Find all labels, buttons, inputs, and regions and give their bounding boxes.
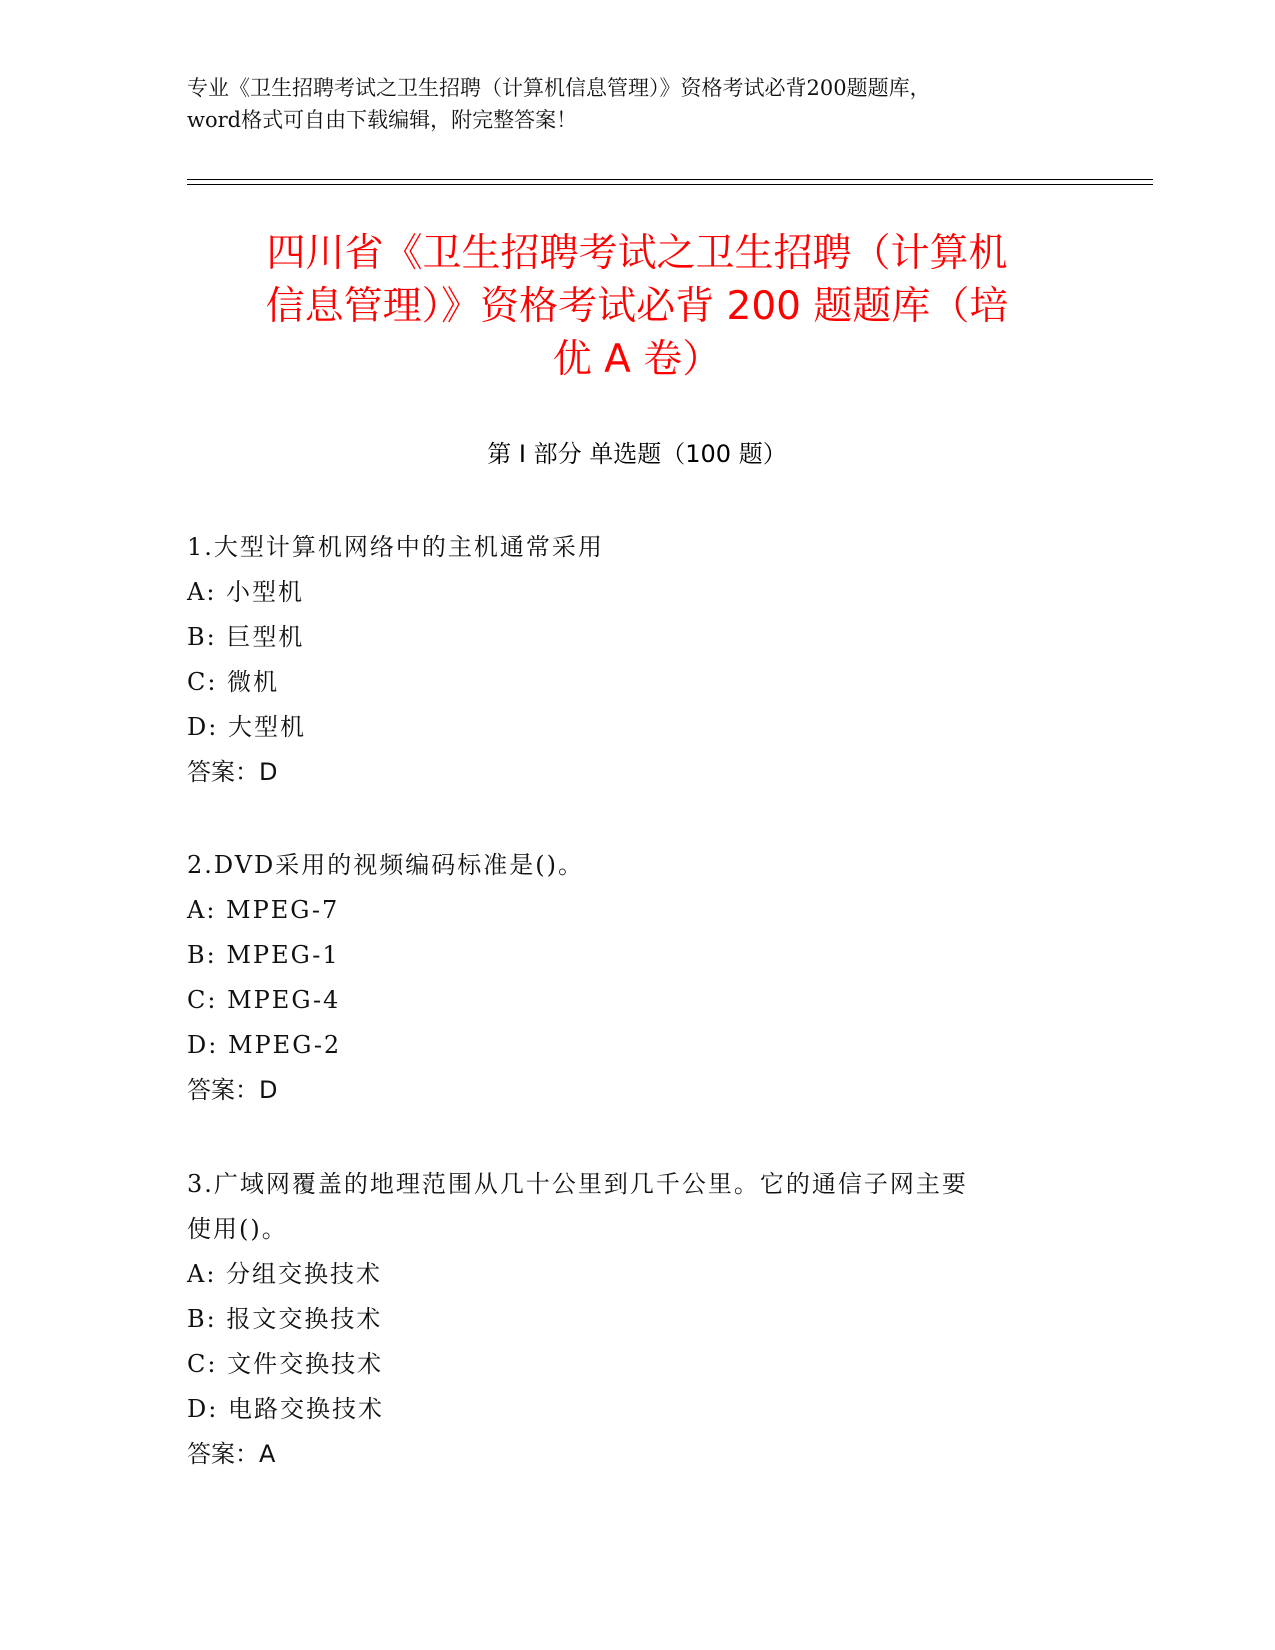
answer: 答案：D xyxy=(187,1076,278,1104)
option-c: C: MPEG-4 xyxy=(187,986,341,1014)
option-b: B: 报文交换技术 xyxy=(187,1305,383,1333)
document-header xyxy=(187,72,1087,136)
answer: 答案：D xyxy=(187,758,278,786)
answer: 答案：A xyxy=(187,1440,276,1468)
section-heading: 第 I 部分 单选题（100 题） xyxy=(487,440,787,468)
question-2 xyxy=(187,843,1087,1113)
option-b: B: MPEG-1 xyxy=(187,941,340,969)
title-line-1: 四川省《卫生招聘考试之卫生招聘（计算机 xyxy=(266,231,1008,276)
option-d: D: MPEG-2 xyxy=(187,1031,342,1059)
question-text-line-1: 3.广域网覆盖的地理范围从几十公里到几千公里。它的通信子网主要 xyxy=(187,1170,968,1198)
option-a: A: MPEG-7 xyxy=(187,896,340,924)
option-a: A: 小型机 xyxy=(187,578,305,606)
option-d: D: 大型机 xyxy=(187,713,306,741)
question-text: 1.大型计算机网络中的主机通常采用 xyxy=(187,533,604,561)
option-c: C: 微机 xyxy=(187,668,280,696)
header-divider-top xyxy=(187,179,1153,180)
document-title xyxy=(187,227,1087,386)
header-line-1: 专业《卫生招聘考试之卫生招聘（计算机信息管理）》资格考试必背200题题库， xyxy=(187,76,931,100)
question-1 xyxy=(187,525,1087,795)
question-text: 2.DVD采用的视频编码标准是()。 xyxy=(187,851,585,879)
option-b: B: 巨型机 xyxy=(187,623,305,651)
option-c: C: 文件交换技术 xyxy=(187,1350,384,1378)
question-text-line-2: 使用()。 xyxy=(187,1215,288,1243)
question-3 xyxy=(187,1162,1087,1477)
header-divider-bottom xyxy=(187,184,1153,185)
option-a: A: 分组交换技术 xyxy=(187,1260,383,1288)
title-line-2: 信息管理）》资格考试必背 200 题题库（培 xyxy=(265,284,1009,329)
option-d: D: 电路交换技术 xyxy=(187,1395,384,1423)
title-line-3: 优 A 卷） xyxy=(552,337,722,382)
header-line-2: word格式可自由下载编辑，附完整答案！ xyxy=(187,108,578,132)
